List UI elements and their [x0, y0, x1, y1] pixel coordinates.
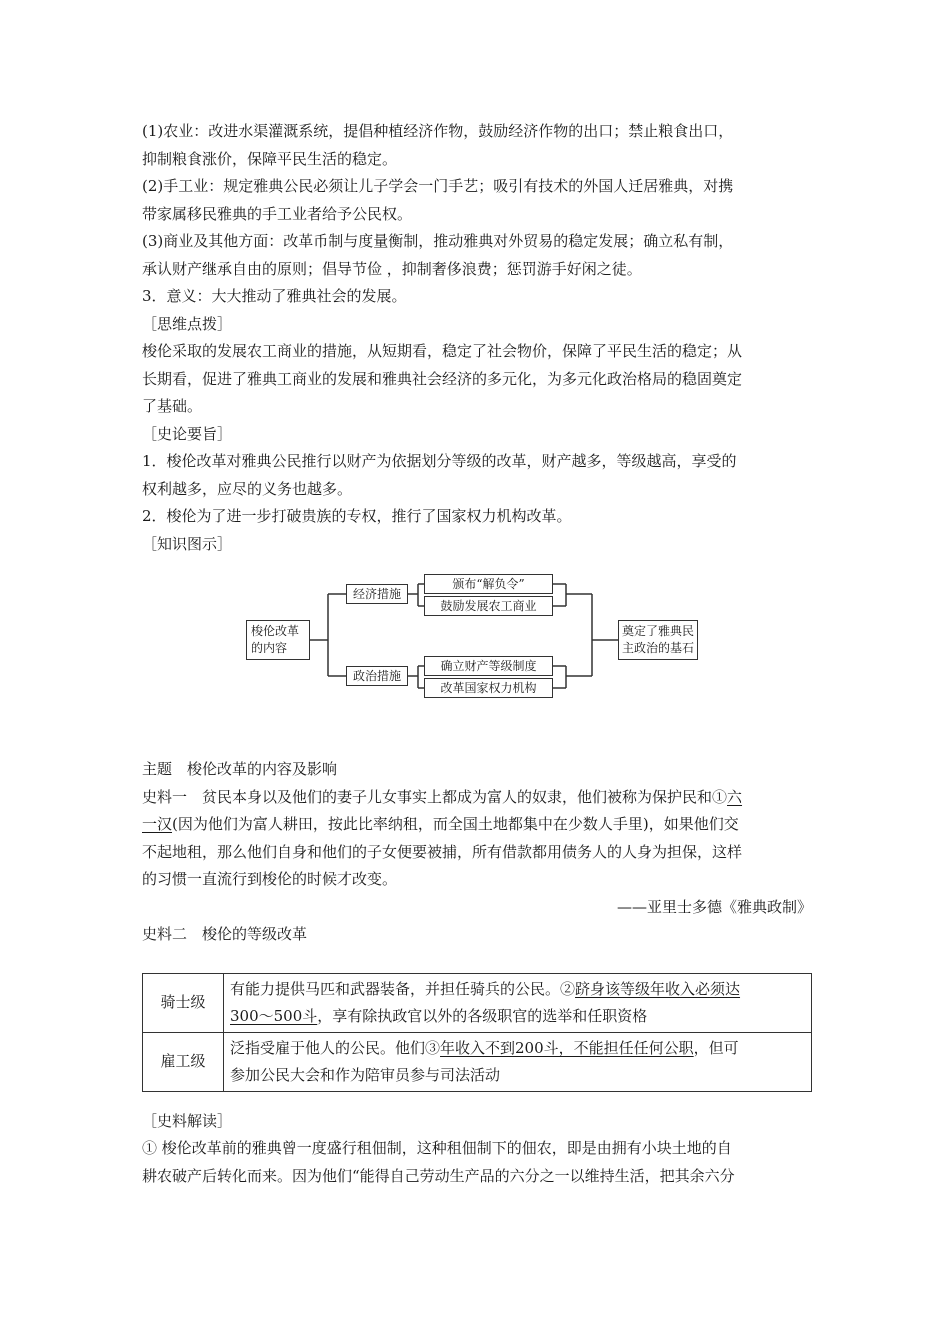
diagram-root-box: 梭伦改革的内容	[246, 620, 310, 660]
text-line: 权利越多，应尽的义务也越多。	[142, 479, 353, 498]
section-heading: ［思维点拨］	[142, 314, 233, 333]
text-line: 承认财产继承自由的原则；倡导节俭 ，抑制奢侈浪费；惩罚游手好闲之徒。	[142, 259, 642, 278]
source-1-line: 不起地租，那么他们自身和他们的子女便要被捕，所有借款都用债务人的人身为担保，这样	[142, 842, 743, 861]
source-1-attribution: ——亚里士多德《雅典政制》	[616, 897, 812, 916]
underlined-text: 年收入不到200斗，不能担任任何公职	[440, 1038, 694, 1057]
text-line: (2)手工业：规定雅典公民必须让儿子学会一门手艺；吸引有技术的外国人迁居雅典，对携	[142, 177, 734, 195]
spacer	[142, 722, 812, 756]
text-line: 耕农破产后转化而来。因为他们“能得自己劳动生产品的六分之一以维持生活，把其余六分	[142, 1166, 735, 1185]
diagram-political-box: 政治措施	[346, 666, 408, 686]
diagram-economic-item-2: 鼓励发展农工商业	[424, 596, 553, 616]
rank-name: 雇工级	[143, 1032, 224, 1091]
rank-text: ，但可	[693, 1038, 739, 1057]
diagram-economic-box: 经济措施	[346, 584, 408, 604]
text-line: 1．梭伦改革对雅典公民推行以财产为依据划分等级的改革，财产越多，等级越高，享受的	[142, 452, 737, 470]
rank-text: 有能力提供马匹和武器装备，并担任骑兵的公民。②	[230, 979, 576, 998]
table-row	[143, 973, 812, 1032]
text-line: ① 梭伦改革前的雅典曾一度盛行租佃制，这种租佃制下的佃农，即是由拥有小块土地的自	[142, 1139, 732, 1157]
rank-table	[142, 973, 812, 1092]
rank-name: 骑士级	[143, 973, 224, 1032]
diagram-political-item-1: 确立财产等级制度	[424, 656, 553, 676]
text-line: 长期看，促进了雅典工商业的发展和雅典社会经济的多元化，为多元化政治格局的稳固奠定	[142, 369, 743, 388]
diagram-economic-item-1: 颁布“解负令”	[424, 574, 553, 594]
text-line: 2．梭伦为了进一步打破贵族的专权，推行了国家权力机构改革。	[142, 507, 572, 525]
rank-description	[224, 1032, 812, 1091]
rank-text: ，享有除执政官以外的各级职官的选举和任职资格	[317, 1006, 648, 1025]
topic-heading: 主题 梭伦改革的内容及影响	[142, 760, 338, 778]
text-line: (3)商业及其他方面：改革币制与度量衡制，推动雅典对外贸易的稳定发展；确立私有制，	[142, 232, 734, 250]
rank-text: 泛指受雇于他人的公民。他们③	[230, 1038, 441, 1057]
source-1-line	[142, 811, 812, 839]
document-page	[142, 118, 812, 1190]
underlined-term: 六	[727, 787, 743, 806]
text-line: 带家属移民雅典的手工业者给予公民权。	[142, 204, 413, 223]
section-heading: ［知识图示］	[142, 534, 233, 553]
spacer	[142, 1092, 812, 1108]
source-1-line: 的习惯一直流行到梭伦的时候才改变。	[142, 870, 398, 888]
source-1-text: 史料一 贫民本身以及他们的妻子儿女事实上都成为富人的奴隶，他们被称为保护民和①	[142, 787, 728, 806]
rank-description	[224, 973, 812, 1032]
text-line: (1)农业：改进水渠灌溉系统，提倡种植经济作物，鼓励经济作物的出口；禁止粮食出口，	[142, 122, 734, 140]
source-2-heading: 史料二 梭伦的等级改革	[142, 925, 308, 943]
text-line: 3．意义：大大推动了雅典社会的发展。	[142, 287, 407, 305]
text-line: 了基础。	[142, 397, 203, 415]
table-row	[143, 1032, 812, 1091]
diagram-political-item-2: 改革国家权力机构	[424, 678, 553, 698]
text-line: 梭伦采取的发展农工商业的措施，从短期看，稳定了社会物价，保障了平民生活的稳定；从	[142, 342, 743, 360]
source-1-text: (因为他们为富人耕田，按此比率纳租，而全国土地都集中在少数人手里)，如果他们交	[172, 815, 739, 833]
section-heading: ［史料解读］	[142, 1111, 233, 1130]
diagram-result-box: 奠定了雅典民主政治的基石	[618, 620, 698, 660]
underlined-term: 一汉	[142, 815, 173, 833]
underlined-text: 跻身该等级年收入必须达	[575, 979, 741, 998]
underlined-text: 300～500斗	[230, 1006, 318, 1025]
section-heading: ［史论要旨］	[142, 424, 233, 443]
knowledge-diagram	[142, 562, 812, 722]
source-1-line	[142, 784, 812, 812]
text-line: 抑制粮食涨价，保障平民生活的稳定。	[142, 149, 398, 168]
rank-text: 参加公民大会和作为陪审员参与司法活动	[230, 1065, 501, 1084]
